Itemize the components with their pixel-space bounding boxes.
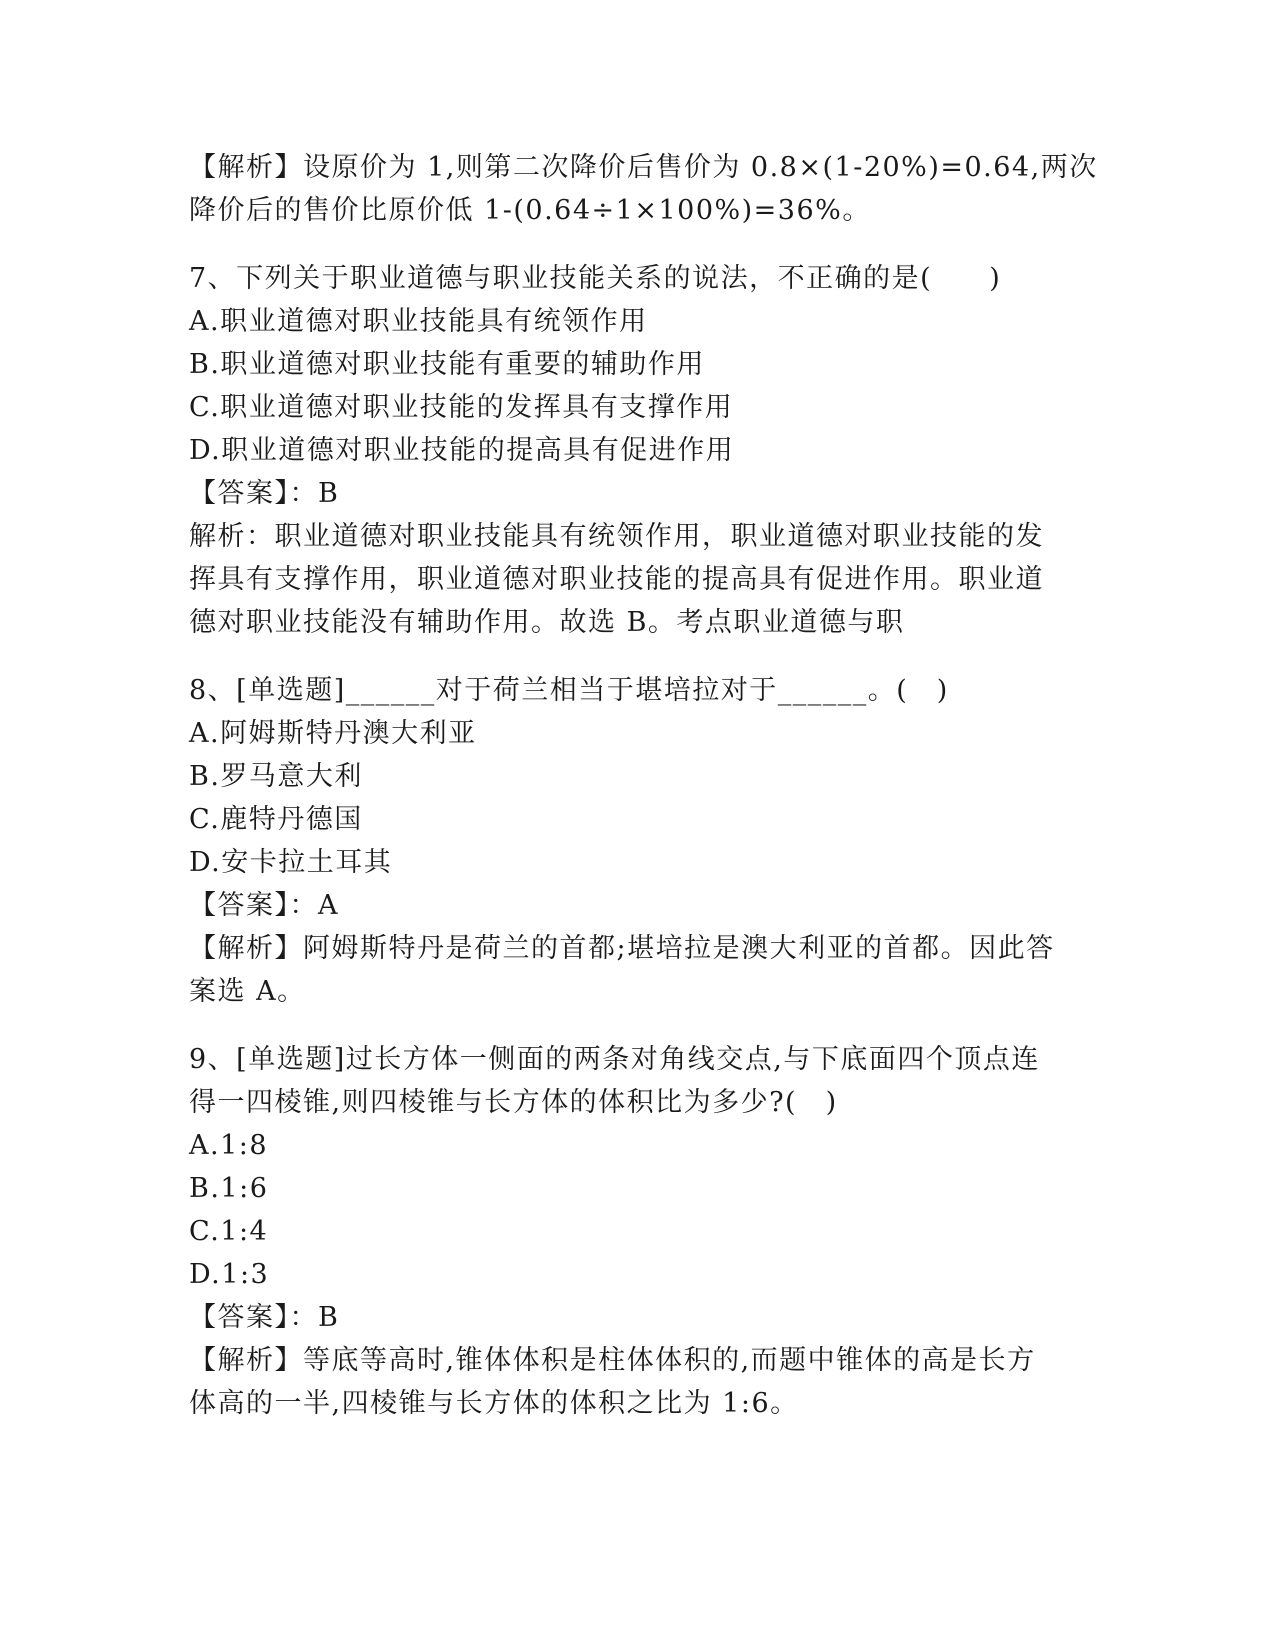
option-a: A.阿姆斯特丹澳大利亚 (189, 718, 477, 749)
explanation-line: 德对职业技能没有辅助作用。故选 B。考点职业道德与职 (189, 607, 905, 638)
option-b: B.1:6 (189, 1173, 269, 1204)
answer: 【答案】：B (189, 1302, 340, 1333)
question-9 (189, 1038, 1089, 1425)
option-a: A.1:8 (189, 1130, 269, 1161)
explanation-line: 体高的一半,四棱锥与长方体的体积之比为 1:6。 (189, 1388, 799, 1419)
previous-explanation (189, 146, 1098, 232)
explanation-line: 【解析】阿姆斯特丹是荷兰的首都;堪培拉是澳大利亚的首都。因此答 (189, 933, 1055, 964)
explanation-line: 案选 A。 (189, 976, 306, 1007)
answer: 【答案】：B (189, 478, 340, 509)
explanation-line: 【解析】设原价为 1,则第二次降价后售价为 0.8×(1-20%)=0.64,两次 (189, 152, 1098, 183)
question-stem: 9、[单选题]过长方体一侧面的两条对角线交点,与下底面四个顶点连 (189, 1044, 1040, 1075)
explanation-line: 降价后的售价比原价低 1-(0.64÷1×100%)=36%。 (189, 195, 871, 226)
option-d: D.1:3 (189, 1259, 270, 1290)
option-c: C.鹿特丹德国 (189, 804, 363, 835)
option-a: A.职业道德对职业技能具有统领作用 (189, 306, 648, 337)
document-page (189, 146, 1098, 1425)
question-stem: 8、[单选题]______对于荷兰相当于堪培拉对于______。( ) (189, 675, 949, 706)
option-c: C.1:4 (189, 1216, 269, 1247)
option-d: D.安卡拉土耳其 (189, 847, 393, 878)
answer: 【答案】：A (189, 890, 339, 921)
question-stem: 7、下列关于职业道德与职业技能关系的说法，不正确的是( ) (189, 263, 1002, 294)
option-d: D.职业道德对职业技能的提高具有促进作用 (189, 435, 735, 466)
explanation-line: 【解析】等底等高时,锥体体积是柱体体积的,而题中锥体的高是长方 (189, 1345, 1036, 1376)
question-stem: 得一四棱锥,则四棱锥与长方体的体积比为多少?( ) (189, 1087, 838, 1118)
explanation-line: 挥具有支撑作用，职业道德对职业技能的提高具有促进作用。职业道 (189, 564, 1044, 595)
option-c: C.职业道德对职业技能的发挥具有支撑作用 (189, 392, 734, 423)
question-8 (189, 669, 1089, 1013)
question-7 (189, 257, 1089, 644)
option-b: B.罗马意大利 (189, 761, 363, 792)
explanation-line: 解析：职业道德对职业技能具有统领作用，职业道德对职业技能的发 (189, 521, 1044, 552)
option-b: B.职业道德对职业技能有重要的辅助作用 (189, 349, 705, 380)
